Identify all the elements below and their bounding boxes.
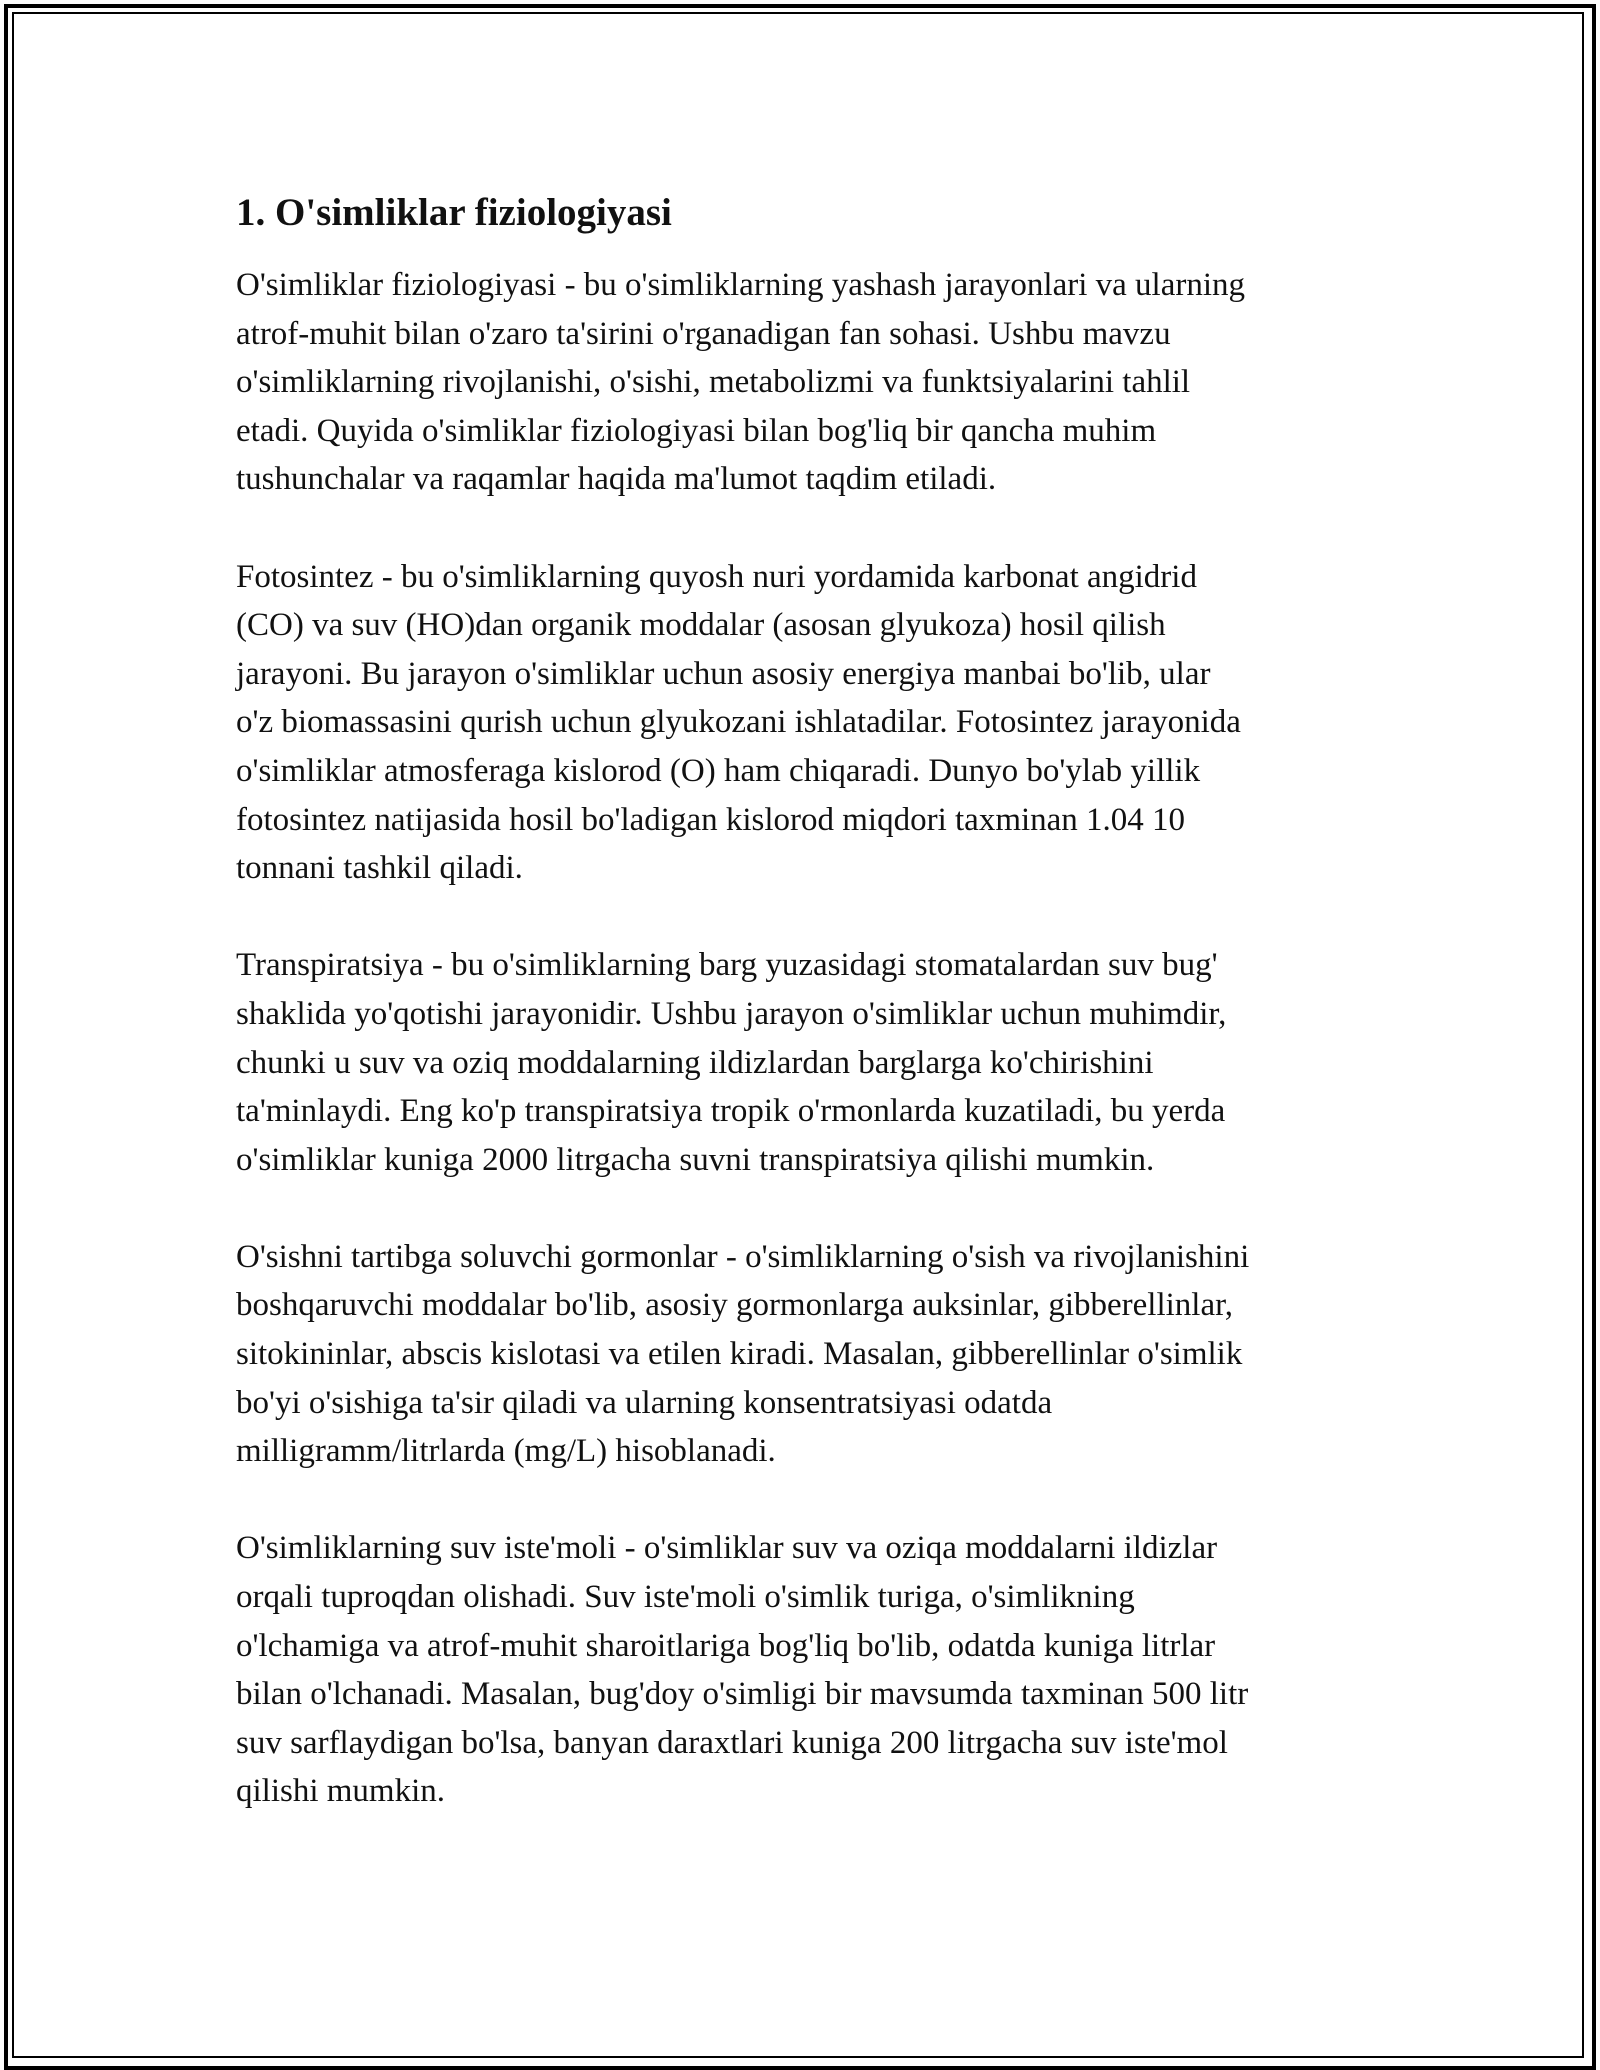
paragraph-line: o'simliklar atmosferaga kislorod (O) ham chiqaradi. Dunyo bo'ylab yillik [236, 752, 1201, 789]
paragraph-water-uptake [236, 1524, 1376, 1816]
paragraph-line: o'z biomassasini qurish uchun glyukozani ishlatadilar. Fotosintez jarayonida [236, 704, 1241, 741]
paragraph-line: O'sishni tartibga soluvchi gormonlar - o'simliklarning o'sish va rivojlanishini [236, 1238, 1250, 1275]
paragraph-line: Fotosintez - bu o'simliklarning quyosh nuri yordamida karbonat angidrid [236, 558, 1197, 595]
paragraph-line: tonnani tashkil qiladi. [236, 850, 523, 887]
paragraph-intro [236, 261, 1376, 504]
paragraph-line: shaklida yo'qotishi jarayonidir. Ushbu jarayon o'simliklar uchun muhimdir, [236, 995, 1227, 1032]
paragraph-line: sitokininlar, abscis kislotasi va etilen kiradi. Masalan, gibberellinlar o'simlik [236, 1336, 1243, 1373]
paragraph-line: O'simliklar fiziologiyasi - bu o'simliklarning yashash jarayonlari va ularning [236, 267, 1246, 303]
paragraph-line: o'simliklar kuniga 2000 litrgacha suvni transpiratsiya qilishi mumkin. [236, 1141, 1155, 1178]
paragraph-line: qilishi mumkin. [236, 1773, 446, 1810]
paragraph-line: milligramm/litrlarda (mg/L) hisoblanadi. [236, 1433, 776, 1470]
paragraph-line: atrof-muhit bilan o'zaro ta'sirini o'rganadigan fan sohasi. Ushbu mavzu [236, 315, 1171, 352]
paragraph-line: (CO) va suv (HO)dan organik moddalar (asosan glyukoza) hosil qilish [236, 607, 1166, 644]
paragraph-line: o'lchamiga va atrof-muhit sharoitlariga bog'liq bo'lib, odatda kuniga litrlar [236, 1627, 1216, 1664]
paragraph-line: etadi. Quyida o'simliklar fiziologiyasi bilan bog'liq bir qancha muhim [236, 412, 1157, 449]
paragraph-photosynthesis [236, 553, 1376, 893]
paragraph-hormones [236, 1233, 1376, 1476]
paragraph-line: bo'yi o'sishiga ta'sir qiladi va ularning konsentratsiyasi odatda [236, 1384, 1053, 1421]
paragraph-line: orqali tuproqdan olishadi. Suv iste'moli o'simlik turiga, o'simlikning [236, 1579, 1135, 1616]
paragraph-line: fotosintez natijasida hosil bo'ladigan kislorod miqdori taxminan 1.04 10 [236, 801, 1186, 838]
paragraph-line: chunki u suv va oziq moddalarning ildizlardan barglarga ko'chirishini [236, 1044, 1154, 1081]
document-page [236, 185, 1376, 1865]
paragraph-line: o'simliklarning rivojlanishi, o'sishi, metabolizmi va funktsiyalarini tahlil [236, 364, 1191, 401]
paragraph-line: bilan o'lchanadi. Masalan, bug'doy o'simligi bir mavsumda taxminan 500 litr [236, 1676, 1249, 1713]
paragraph-line: suv sarflaydigan bo'lsa, banyan daraxtlari kuniga 200 litrgacha suv iste'mol [236, 1724, 1228, 1761]
paragraph-line: ta'minlaydi. Eng ko'p transpiratsiya tropik o'rmonlarda kuzatiladi, bu yerda [236, 1093, 1226, 1130]
section-title: 1. O'simliklar fiziologiyasi [236, 191, 672, 234]
paragraph-line: jarayoni. Bu jarayon o'simliklar uchun asosiy energiya manbai bo'lib, ular [236, 655, 1211, 692]
paragraph-line: Transpiratsiya - bu o'simliklarning barg yuzasidagi stomatalardan suv bug' [236, 947, 1218, 984]
paragraph-line: boshqaruvchi moddalar bo'lib, asosiy gormonlarga auksinlar, gibberellinlar, [236, 1287, 1234, 1324]
paragraph-line: O'simliklarning suv iste'moli - o'simliklar suv va oziqa moddalarni ildizlar [236, 1530, 1218, 1567]
paragraph-transpiration [236, 941, 1376, 1184]
paragraph-line: tushunchalar va raqamlar haqida ma'lumot taqdim etiladi. [236, 461, 997, 498]
